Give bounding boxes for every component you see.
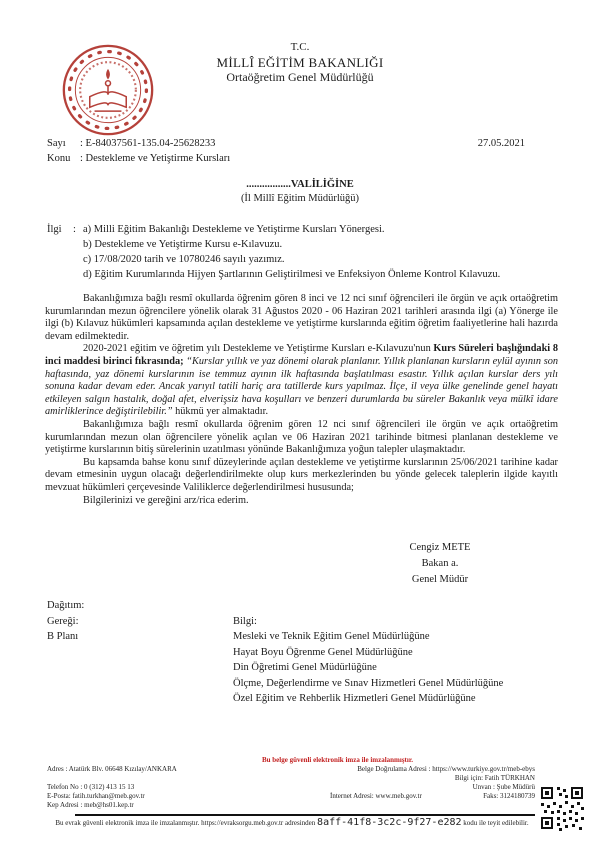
distribution-geregi-column xyxy=(47,614,233,707)
reference-row xyxy=(47,252,558,267)
letter-footer xyxy=(0,752,600,848)
bilgi-item: Ölçme, Değerlendirme ve Sınav Hizmetleri Genel Müdürlüğüne xyxy=(233,677,504,689)
ilgi-label: İlgi xyxy=(47,224,62,235)
body-paragraph-4: Bu kapsamda bahse konu sınıf düzeylerinde açılan destekleme ve yetiştirme kurslarının 25/06/2021 tarihine kadar devam etmesinin uygun olacağı değerlendirilmekte olup kurs merkezlerinden bu yönde gelecek taleplerin ilgide kayıtlı mevzuat hükümleri çerçevesinde Valiliklerce değerlendirilmesi hususunda; xyxy=(45,456,558,493)
signer-title-1: Bakan a. xyxy=(421,558,459,569)
geregi-value: B Planı xyxy=(47,631,79,642)
p2-bold-clause: Kurs Süreleri başlığındaki 8 inci maddesi birinci fıkrasında; xyxy=(45,343,558,367)
bilgi-item: Özel Eğitim ve Rehberlik Hizmetleri Genel Müdürlüğüne xyxy=(233,693,476,704)
p2-tail: hükmü yer almaktadır. xyxy=(172,406,269,418)
body-paragraph-3: Bakanlığımıza bağlı resmî okullarda öğrenim gören 12 nci sınıf öğrencileri ile örgün ve açık ortaöğretim kurumlarından mezun olan öğrencilere yönelik açılan ve 06 Haziran 2021 tarihinde bitmesi planlanan destekleme ve yetiştirme kurslarının bitiş sürelerinin uzatılması yönünde Bakanlığımıza yoğun talepler ulaşmaktadır. xyxy=(45,418,558,456)
footer-phone: Telefon No : 0 (312) 413 15 13 xyxy=(47,783,135,791)
p2-normal: 2020-2021 eğitim ve öğretim yılı Destekleme ve Yetiştirme Kursları e-Kılavuzu'nun xyxy=(83,343,434,355)
ministry-name: MİLLÎ EĞİTİM BAKANLIĞI xyxy=(216,55,384,70)
footer-kep-address: Kep Adresi : meb@hs01.kep.tr xyxy=(47,801,134,809)
qr-code-icon xyxy=(539,785,585,831)
footer-fax: Faks: 3124180739 xyxy=(483,792,535,800)
footer-info-contact: Bilgi için: Fatih TÜRKHAN xyxy=(454,774,535,782)
signer-title-2: Genel Müdür xyxy=(411,574,469,585)
document-meta xyxy=(47,136,525,166)
reference-row xyxy=(47,222,558,237)
bilgi-item: Din Öğretimi Genel Müdürlüğüne xyxy=(233,662,377,673)
document-date: 27.05.2021 xyxy=(477,138,525,149)
geregi-label: Gereği: xyxy=(47,615,79,627)
reference-item: c) 17/08/2020 tarih ve 10780246 sayılı yazımız. xyxy=(83,254,285,265)
footer-email: E-Posta: fatih.turkhan@meb.gov.tr xyxy=(47,792,145,800)
letter-body xyxy=(45,293,558,507)
recipient-block xyxy=(0,178,600,206)
reference-row xyxy=(47,267,558,282)
body-paragraph-2 xyxy=(45,343,558,419)
ilgi-colon: : xyxy=(73,224,76,235)
footer-internet-address: İnternet Adresi: www.meb.gov.tr xyxy=(330,792,422,800)
department-name: Ortaöğretim Genel Müdürlüğü xyxy=(226,70,374,84)
distribution-bilgi-column xyxy=(233,614,558,707)
verification-code: 8aff-41f8-3c2c-9f27-e282 xyxy=(317,817,462,828)
body-closing: Bilgilerinizi ve gereğini arz/rica ederim. xyxy=(83,494,249,506)
reference-item: b) Destekleme ve Yetiştirme Kursu e-Kılavuzu. xyxy=(83,239,283,250)
bilgi-item: Hayat Boyu Öğrenme Genel Müdürlüğüne xyxy=(233,646,413,658)
footer-verify-address: Belge Doğrulama Adresi : https://www.turkiye.gov.tr/meb-ebys xyxy=(357,765,535,773)
footer-divider xyxy=(75,814,535,816)
republic-label: T.C. xyxy=(290,41,310,53)
recipient-line: .................VALİLİĞİNE xyxy=(246,179,354,190)
verification-suffix: kodu ile teyit edilebilir. xyxy=(461,819,529,827)
signature-block xyxy=(355,540,525,588)
letterhead xyxy=(0,40,600,85)
distribution-label: Dağıtım: xyxy=(47,600,85,611)
signer-name: Cengiz METE xyxy=(409,542,471,553)
konu-value: : Destekleme ve Yetiştirme Kursları xyxy=(80,153,231,164)
distribution-block xyxy=(47,598,558,707)
bilgi-item: Mesleki ve Teknik Eğitim Genel Müdürlüğüne xyxy=(233,631,430,642)
konu-label: Konu xyxy=(47,153,71,164)
footer-contact-title: Unvan : Şube Müdürü xyxy=(472,783,535,791)
body-paragraph-1: Bakanlığımıza bağlı resmî okullarda öğrenim gören 8 inci ve 12 nci sınıf öğrencileri ile örgün ve açık ortaöğretim kurumlarından mezun öğrencilere yönelik olarak 31 Ağustos 2020 - 06 Haziran 2021 tarihleri arasında ilgi (a) Yönerge ile ilgi (b) Kılavuz hükümleri kapsamında açılan destekleme ve yetiştirme kurslarında eğitim öğretim faaliyetlerine hali hazırda devam edilmektedir. xyxy=(45,293,558,342)
references-block xyxy=(47,222,558,282)
reference-item: d) Eğitim Kurumlarında Hijyen Şartlarının Geliştirilmesi ve Enfeksiyon Önleme Kontrol Kılavuzu. xyxy=(83,269,501,280)
recipient-subline: (İl Millî Eğitim Müdürlüğü) xyxy=(240,193,360,204)
secure-signature-notice: Bu belge güvenli elektronik imza ile imzalanmıştır. xyxy=(261,756,414,764)
p2-quotation: “Kurslar yıllık ve yaz dönemi olarak planlanır. Yıllık planlanan kursların eylül ayının son haftasında, yaz dönemi kurslarının ise temmuz ayının ilk haftasında başlatılması esastır. Yıllık açılan kurslar ders yılı sonuna kadar devam eder. Ancak yarıyıl tatili hariç ara tatillerde kurs yapılmaz. İlçe, il veya ülke genelinde genel hayatı etkileyen salgın hastalık, doğal afet, elverişsiz hava koşulları ve benzeri durumlarda bu süreler Bakanlık veya mülkî idare amirliklerince değiştirilebilir.” xyxy=(45,355,558,418)
footer-address: Adres : Atatürk Blv. 06648 Kızılay/ANKARA xyxy=(47,765,177,773)
verification-line xyxy=(47,818,537,828)
verification-prefix: Bu evrak güvenli elektronik imza ile imzalanmıştır. https://evraksorgu.meb.gov.tr adresinden xyxy=(55,819,318,827)
reference-row xyxy=(47,237,558,252)
sayi-label: Sayı xyxy=(47,138,66,149)
reference-item: a) Milli Eğitim Bakanlığı Destekleme ve Yetiştirme Kursları Yönergesi. xyxy=(83,224,385,235)
sayi-value: : E-84037561-135.04-25628233 xyxy=(80,138,216,149)
bilgi-label: Bilgi: xyxy=(233,615,257,627)
